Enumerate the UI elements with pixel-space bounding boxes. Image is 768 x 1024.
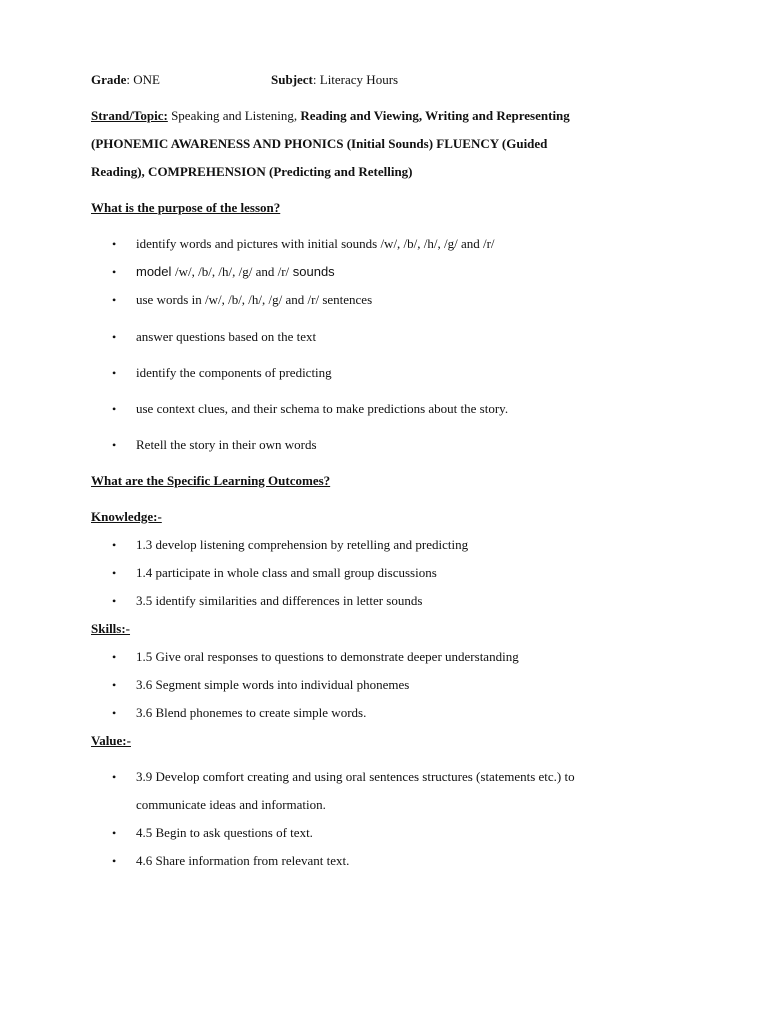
bullet-icon: • [112,293,117,307]
bullet-icon: • [112,770,117,784]
bullet-icon: • [112,826,117,840]
strand-line-3: Reading), COMPREHENSION (Predicting and Retelling) [91,164,413,179]
subject-label: Subject [271,72,313,87]
strand-line-2: (PHONEMIC AWARENESS AND PHONICS (Initial Sounds) FLUENCY (Guided [91,136,548,151]
purpose-item-5: identify the components of predicting [136,365,332,380]
purpose-item-7: Retell the story in their own words [136,437,317,452]
bullet-icon: • [112,594,117,608]
skills-item-2: 3.6 Segment simple words into individual phonemes [136,677,410,692]
bullet-icon: • [112,438,117,452]
bullet-icon: • [112,538,117,552]
bullet-icon: • [112,854,117,868]
bullet-icon: • [112,237,117,251]
bullet-icon: • [112,650,117,664]
grade-line [91,72,399,88]
purpose-item-2 [136,264,335,280]
strand-line-1 [91,108,570,124]
purpose-item-2-b: /w/, /b/, /h/, /g/ and /r/ [175,264,290,279]
strand-normal: Speaking and Listening, [167,108,301,123]
purpose-item-3: use words in /w/, /b/, /h/, /g/ and /r/ sentences [136,292,373,307]
bullet-icon: • [112,265,117,279]
purpose-item-2-c: sounds [289,264,335,279]
bullet-icon: • [112,402,117,416]
grade-value: : ONE [126,72,160,87]
knowledge-item-2: 1.4 participate in whole class and small group discussions [136,565,437,580]
skills-item-1: 1.5 Give oral responses to questions to demonstrate deeper understanding [136,649,519,664]
value-item-3: 4.6 Share information from relevant text. [136,853,350,868]
bullet-icon: • [112,566,117,580]
value-item-2: 4.5 Begin to ask questions of text. [136,825,313,840]
bullet-icon: • [112,366,117,380]
outcomes-heading: What are the Specific Learning Outcomes? [91,473,331,488]
purpose-heading: What is the purpose of the lesson? [91,200,281,215]
grade-label: Grade [91,72,127,87]
purpose-item-4: answer questions based on the text [136,329,317,344]
subject-value: : Literacy Hours [312,72,399,87]
bullet-icon: • [112,678,117,692]
bullet-icon: • [112,706,117,720]
strand-label: Strand/Topic: [91,108,168,123]
bullet-icon: • [112,330,117,344]
value-item-1-cont: communicate ideas and information. [136,797,326,812]
knowledge-item-1: 1.3 develop listening comprehension by retelling and predicting [136,537,469,552]
knowledge-item-3: 3.5 identify similarities and differences in letter sounds [136,593,423,608]
knowledge-heading: Knowledge:- [91,509,162,524]
skills-heading: Skills:- [91,621,131,636]
skills-item-3: 3.6 Blend phonemes to create simple words. [136,705,367,720]
purpose-item-6: use context clues, and their schema to make predictions about the story. [136,401,509,416]
purpose-item-1: identify words and pictures with initial sounds /w/, /b/, /h/, /g/ and /r/ [136,236,495,251]
subject [271,72,398,88]
value-heading: Value:- [91,733,131,748]
strand-bold-1: Reading and Viewing, Writing and Representing [300,108,570,123]
purpose-item-2-a: model [136,264,176,279]
value-item-1: 3.9 Develop comfort creating and using oral sentences structures (statements etc.) to [136,769,575,784]
